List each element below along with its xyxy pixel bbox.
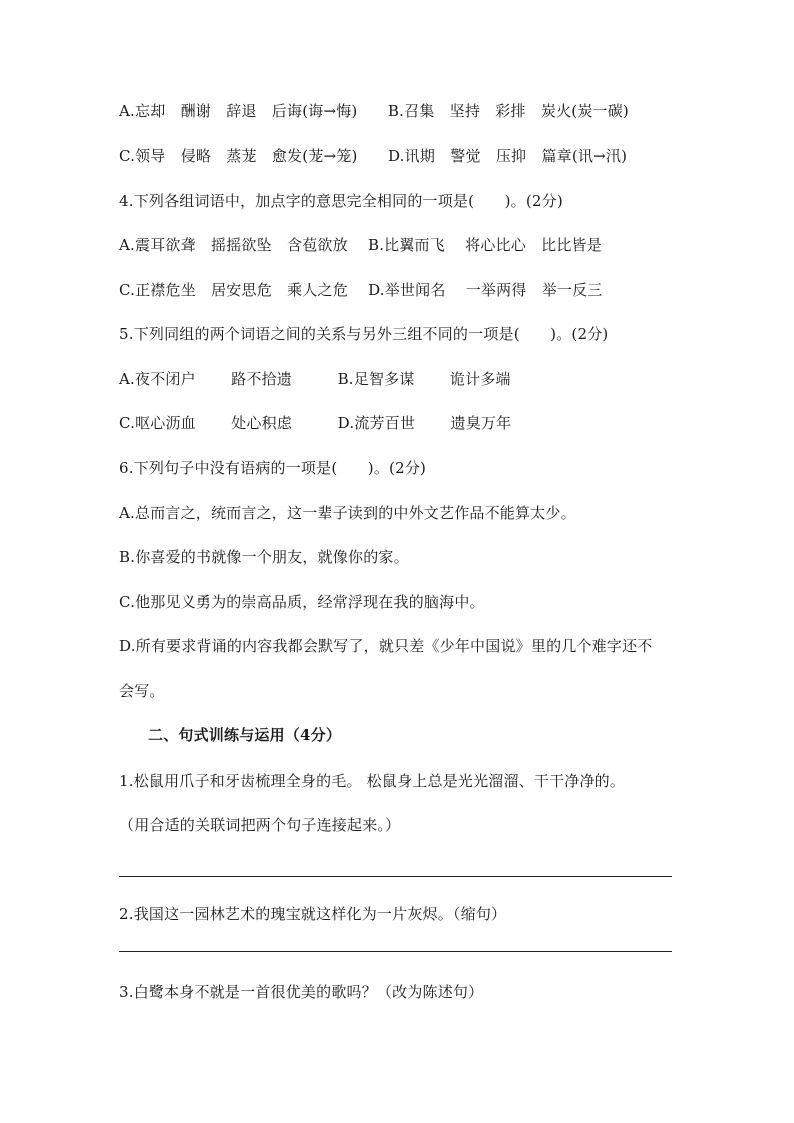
q6-stem: 6.下列句子中没有语病的一项是( )。(2分) xyxy=(119,459,427,477)
q6-option-b: B.你喜爱的书就像一个朋友，就像你的家。 xyxy=(119,548,409,566)
s2-q1-answer-line[interactable] xyxy=(119,876,672,877)
s2-q1-stem: 1.松鼠用爪子和牙齿梳理全身的毛。 松鼠身上总是光光溜溜、干干净净的。 xyxy=(119,772,626,790)
q6-option-d-continued: 会写。 xyxy=(119,682,165,700)
s2-q2-answer-line[interactable] xyxy=(119,951,672,952)
q3-option-cd: C.领导 侵略 蒸茏 愈发(茏→笼) D.讯期 警觉 压抑 篇章(讯→汛) xyxy=(119,147,628,165)
q4-stem: 4.下列各组词语中，加点字的意思完全相同的一项是( )。(2分) xyxy=(119,192,563,210)
section-2-heading: 二、句式训练与运用（4分） xyxy=(148,726,342,744)
q5-option-cd: C.呕心沥血 处心积虑 D.流芳百世 遗臭万年 xyxy=(119,414,512,432)
s2-q3-stem: 3.白鹭本身不就是一首很优美的歌吗？（改为陈述句） xyxy=(119,983,484,1001)
q6-option-c: C.他那见义勇为的崇高品质，经常浮现在我的脑海中。 xyxy=(119,593,485,611)
q6-option-a: A.总而言之，统而言之，这一辈子读到的中外文艺作品不能算太少。 xyxy=(119,504,576,522)
q4-option-ab: A.震耳欲聋 摇摇欲坠 含苞欲放 B.比翼而飞 将心比心 比比皆是 xyxy=(119,236,602,254)
q6-option-d: D.所有要求背诵的内容我都会默写了，就只差《少年中国说》里的几个难字还不 xyxy=(119,637,653,655)
s2-q2-stem: 2.我国这一园林艺术的瑰宝就这样化为一片灰烬。（缩句） xyxy=(119,905,507,923)
q3-option-ab: A.忘却 酬谢 辞退 后诲(诲→悔) B.召集 坚持 彩排 炭火(炭一碳) xyxy=(119,102,629,120)
q5-option-ab: A.夜不闭户 路不拾遗 B.足智多谋 诡计多端 xyxy=(119,370,511,388)
q5-stem: 5.下列同组的两个词语之间的关系与另外三组不同的一项是( )。(2分) xyxy=(119,325,609,343)
s2-q1-instruction: （用合适的关联词把两个句子连接起来。） xyxy=(119,816,401,834)
q4-option-cd: C.正襟危坐 居安思危 乘人之危 D.举世闻名 一举两得 举一反三 xyxy=(119,281,603,299)
